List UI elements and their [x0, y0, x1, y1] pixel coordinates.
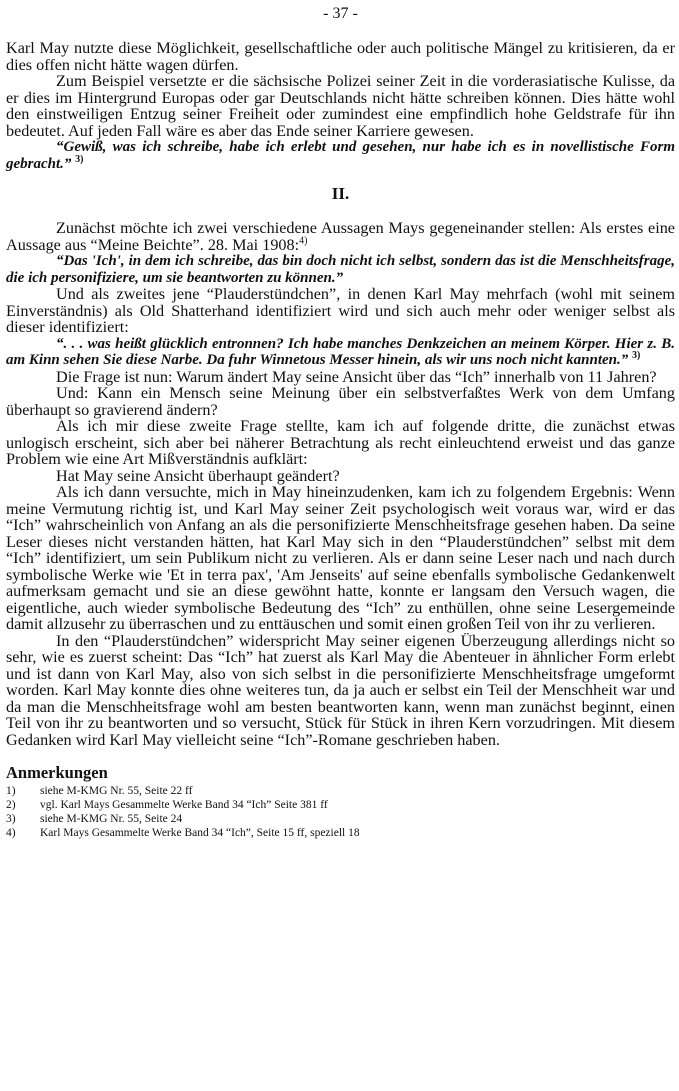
paragraph: Und: Kann ein Mensch seine Meinung über ein selbstverfaßtes Werk von dem Umfang überhaupt so gravierend ändern? — [6, 384, 675, 419]
quote — [6, 336, 675, 369]
note-item — [6, 784, 675, 798]
footnote-ref: 4) — [299, 235, 308, 247]
paragraph-text: Zunächst möchte ich zwei verschiedene Aussagen Mays gegeneinander stellen: Als erstes eine Aussage aus “Meine Beichte”. 28. Mai 1908: — [6, 219, 675, 254]
paragraph: Hat May seine Ansicht überhaupt geändert? — [56, 466, 340, 485]
note-text: Karl Mays Gesammelte Werke Band 34 “Ich”, Seite 15 ff, speziell 18 — [40, 827, 360, 839]
paragraph: In den “Plauderstündchen” widerspricht May seiner eigenen Überzeugung allerdings nicht so sehr, wie es zuerst scheint: Das “Ich” hat zuerst als Karl May die Abenteuer in ähnlicher Form erlebt und ist dann von Karl May, also von sich selbst in die personifizierte Menschheitsfrage umgeformt worden. Karl May konnte dies ohne weiteres tun, da ja auch er selbst ein Teil der Menschheit war und da man die Menschheitsfrage wohl am besten beantworten kann, wenn man zunächst beginnt, einen Teil von ihr zu beantworten und so versucht, Stück für Stück in ihren Kern vorzudringen. Mit diesem Gedanken wird Karl May vielleicht seine “Ich”-Romane geschrieben haben. — [6, 631, 675, 749]
note-text: siehe M-KMG Nr. 55, Seite 24 — [40, 813, 183, 825]
note-number: 3) — [6, 813, 16, 825]
paragraph: Und als zweites jene “Plauderstündchen”, in denen Karl May mehrfach (wohl mit seinem Einverständnis) als Old Shatterhand identifiziert wird und sich auch mehr oder weniger selbst als dieser identifiziert: — [6, 285, 675, 336]
paragraph: Karl May nutzte diese Möglichkeit, gesellschaftliche oder auch politische Mängel zu kritisieren, da er dies offen nicht hätte wagen dürfen. — [6, 39, 675, 74]
note-number: 2) — [6, 799, 16, 811]
paragraph: Zum Beispiel versetzte er die sächsische Polizei seiner Zeit in die vorderasiatische Kulisse, da er dies im Hintergrund Europas oder gar Deutschlands nicht hätte schreiben können. Dies hätte wohl den einstweiligen Entzug seiner Freiheit oder zumindest eine empfindlich hohe Geldstrafe für ihn bedeutet. Auf jeden Fall wäre es aber das Ende seiner Karriere gewesen. — [6, 72, 675, 140]
note-text: siehe M-KMG Nr. 55, Seite 22 ff — [40, 785, 193, 797]
paragraph: Als ich dann versuchte, mich in May hineinzudenken, kam ich zu folgendem Ergebnis: Wenn meine Vermutung richtig ist, und Karl May seiner Zeit psychologisch weit voraus war, wird er das “Ich” wahrscheinlich von Anfang an als die personifizierte Menschheitsfrage gesehen haben. Da seine Leser dieses nicht verstanden hätten, hat Karl May sich in den “Plauderstündchen” selbst mit dem “Ich” identifiziert, um sein Publikum nicht zu verlieren. Als er dann seine Leser nach und nach durch symbolische Werke wie 'Et in terra pax', 'Am Jenseits' auf seine ebenfalls symbolische Gedankenwelt aufmerksam gemacht und sie an diese gewöhnt hatte, konnte er langsam den Versuch wagen, die eigentliche, auch wieder symbolische Bedeutung des “Ich” zu enthüllen, ohne seine Lesergemeinde damit allzusehr zu überraschen und zu enttäuschen und somit einen großen Teil von ihr zu verlieren. — [6, 483, 675, 633]
footnote-ref: 3) — [75, 153, 84, 165]
quote-text: “Gewiß, was ich schreibe, habe ich erlebt und gesehen, nur habe ich es in novellistische Form gebracht.” — [6, 139, 675, 172]
note-number: 1) — [6, 785, 16, 797]
note-text: vgl. Karl Mays Gesammelte Werke Band 34 “Ich” Seite 381 ff — [40, 799, 328, 811]
note-item — [6, 826, 675, 840]
paragraph: Als ich mir diese zweite Frage stellte, kam ich auf folgende dritte, die zunächst etwas unlogisch erscheint, sich aber bei näherer Betrachtung als recht einleuchtend erweist und das ganze Problem wie eine Art Mißverständnis aufklärt: — [6, 417, 675, 468]
notes-list — [6, 784, 675, 840]
notes-heading: Anmerkungen — [6, 763, 108, 782]
paragraph: Die Frage ist nun: Warum ändert May seine Ansicht über das “Ich” innerhalb von 11 Jahren? — [56, 367, 657, 386]
quote-text: “. . . was heißt glücklich entronnen? Ich habe manches Denkzeichen an meinem Körper. Hier z. B. am Kinn sehen Sie diese Narbe. Da fuhr Winnetous Messer hinein, als wir uns noch nicht kannten.” — [6, 335, 675, 368]
note-item — [6, 812, 675, 826]
quote: “Das 'Ich', in dem ich schreibe, das bin doch nicht ich selbst, sondern das ist die Menschheitsfrage, die ich personifiziere, um sie beantworten zu können.” — [6, 253, 675, 286]
footnote-ref: 3) — [632, 350, 641, 361]
note-item — [6, 798, 675, 812]
page-number: - 37 - — [323, 5, 358, 22]
quote — [6, 139, 675, 172]
note-number: 4) — [6, 827, 16, 839]
section-heading: II. — [331, 184, 350, 203]
paragraph — [6, 220, 675, 253]
